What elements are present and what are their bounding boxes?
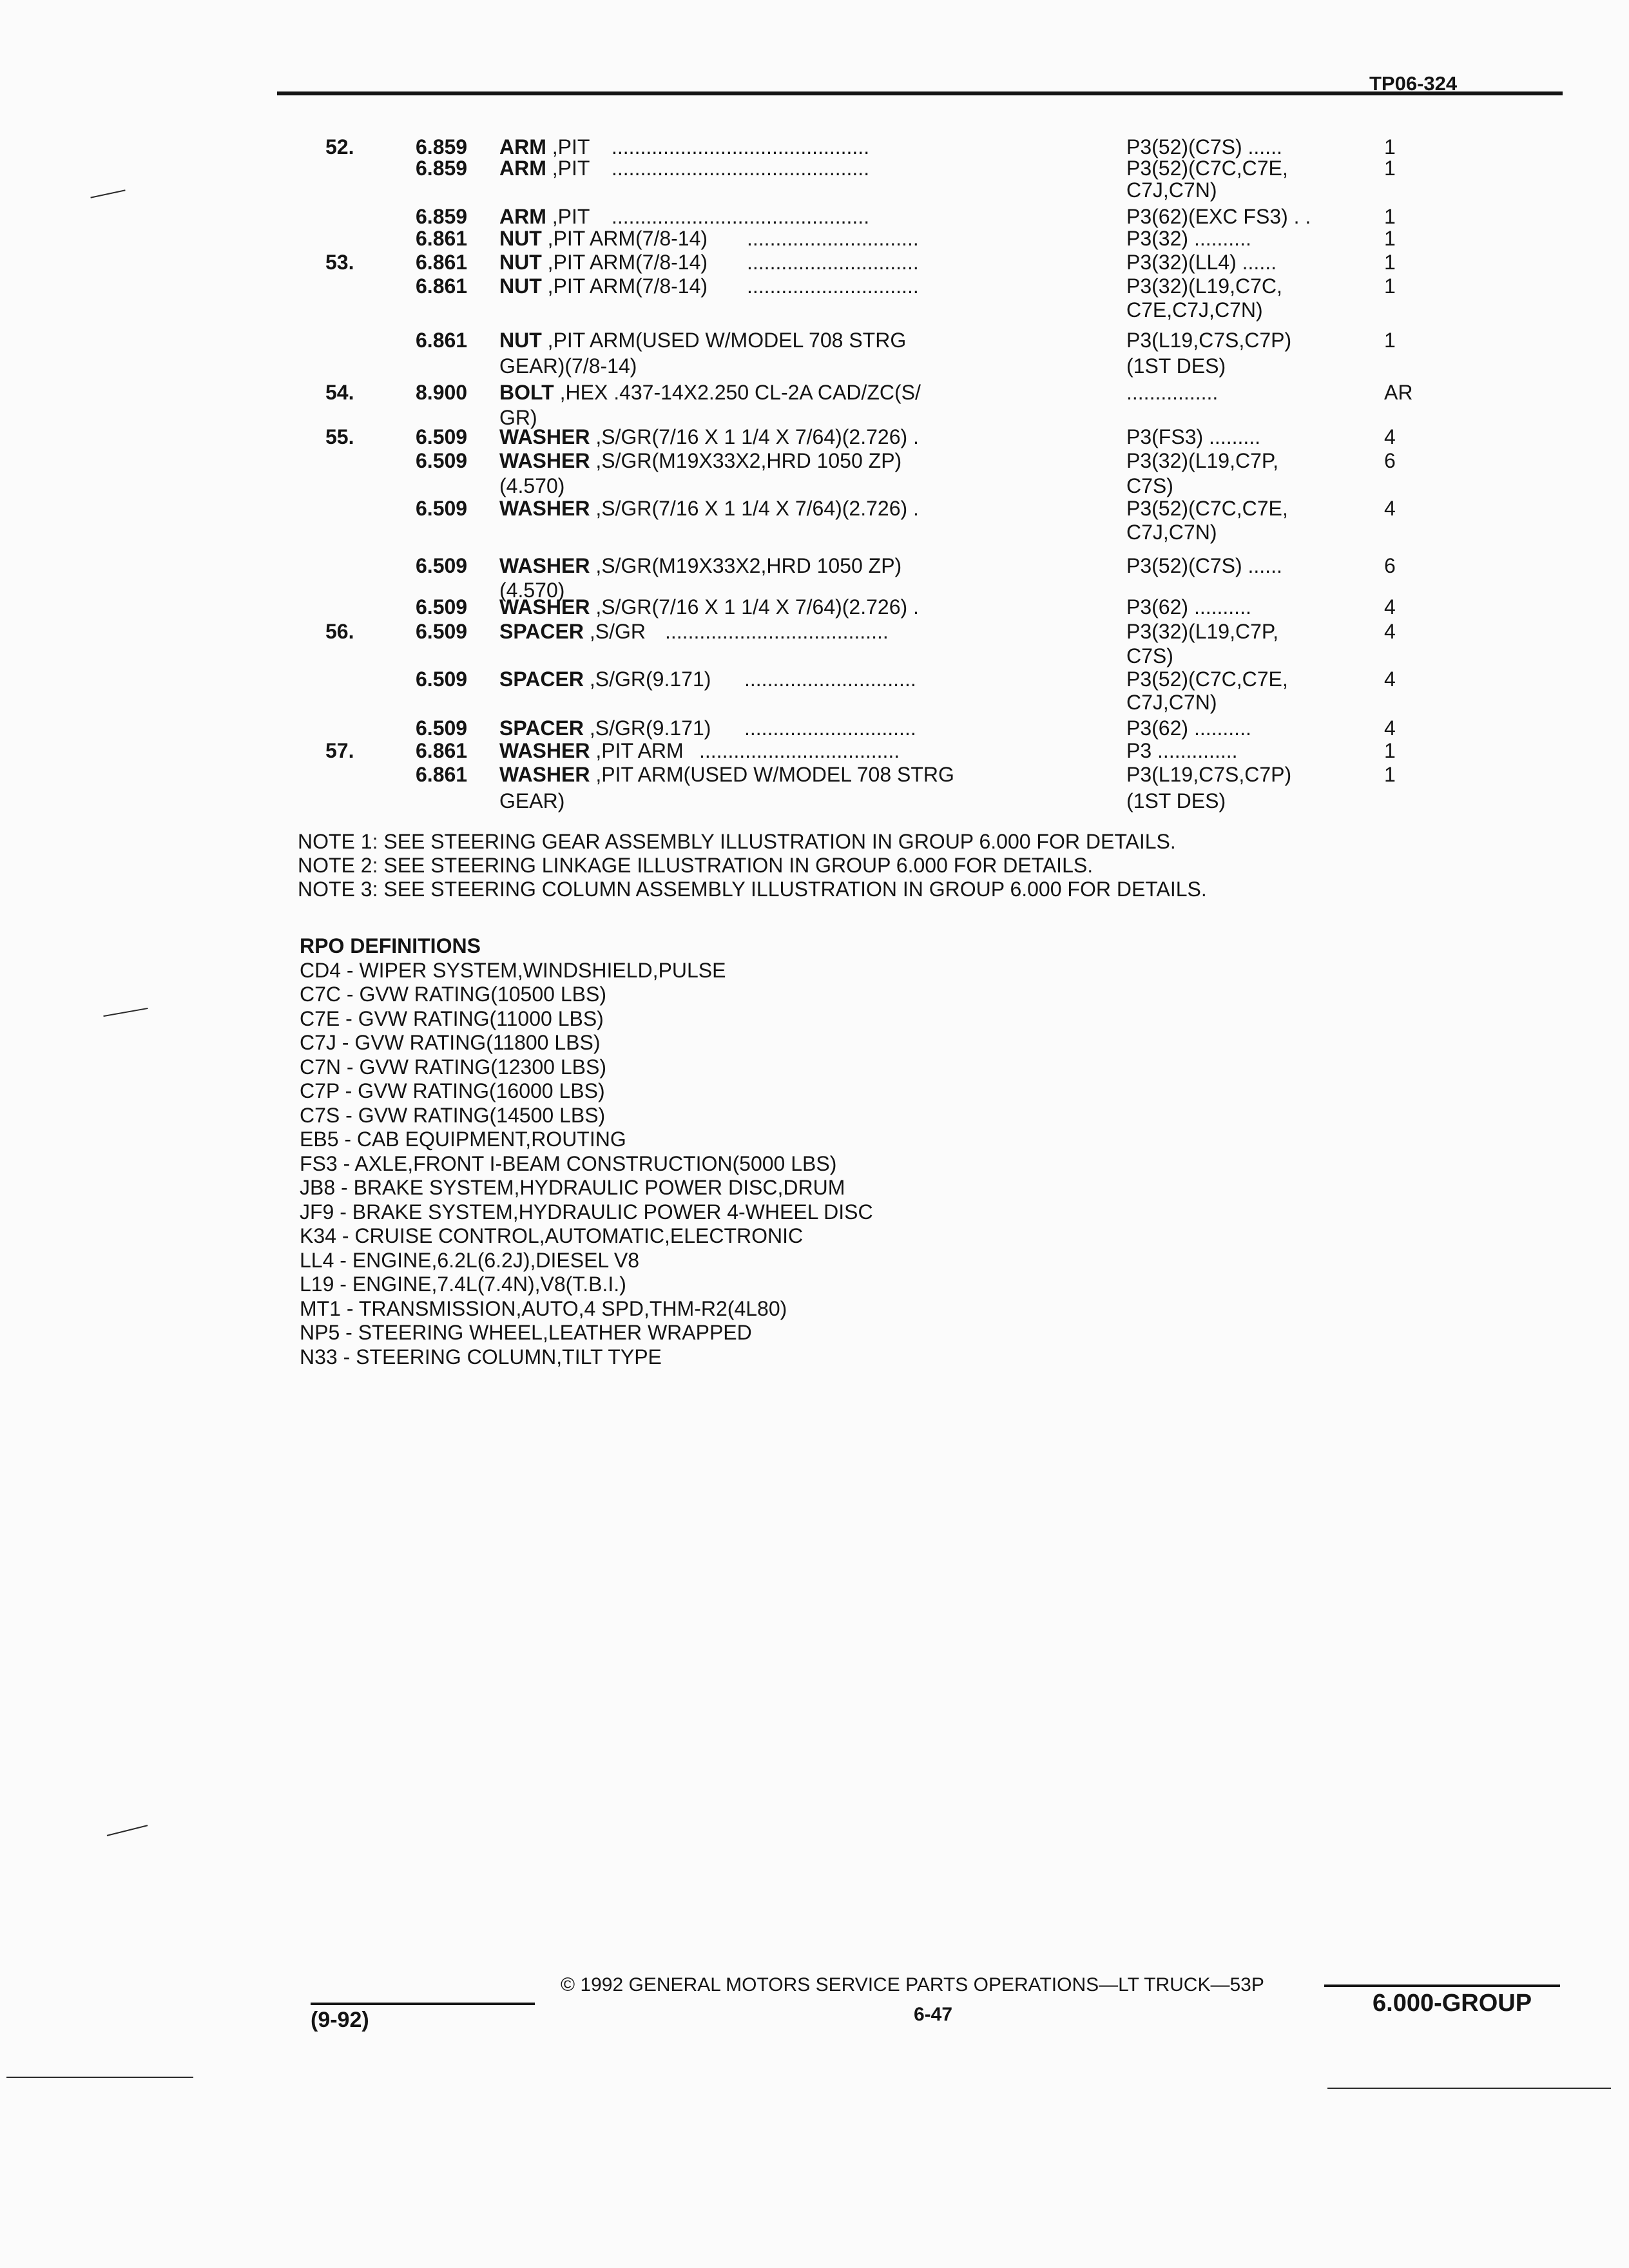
quantity: 1 [1384,251,1396,274]
part-description [499,354,637,378]
part-description [499,449,901,472]
quantity: 4 [1384,497,1396,520]
part-detail: ,PIT [546,135,590,159]
model-applicability: C7S) [1126,474,1173,497]
scan-mark [6,2077,193,2078]
model-applicability: P3(32) .......... [1126,227,1251,250]
model-applicability: (1ST DES) [1126,354,1226,378]
part-name: WASHER [499,739,590,762]
quantity: 4 [1384,425,1396,448]
rpo-item: CD4 - WIPER SYSTEM,WINDSHIELD,PULSE [300,958,726,982]
model-applicability: P3(52)(C7C,C7E, [1126,157,1288,180]
group-number: 6.861 [416,227,468,250]
rpo-list [300,959,873,1370]
part-description [499,554,901,577]
group-number: 6.861 [416,251,468,274]
group-number: 8.900 [416,381,468,404]
part-description [499,620,889,643]
quantity: 1 [1384,329,1396,352]
scan-mark [90,189,125,198]
quantity: 6 [1384,554,1396,577]
part-detail: ,S/GR(M19X33X2,HRD 1050 ZP) [590,449,902,472]
model-applicability: P3(32)(L19,C7P, [1126,449,1278,472]
model-applicability: (1ST DES) [1126,789,1226,812]
footer-date: (9-92) [311,2008,369,2032]
dot-leader: ............................................. [612,135,870,159]
model-applicability: P3(62) .......... [1126,595,1251,619]
model-applicability: C7J,C7N) [1126,178,1217,202]
footer-rule-right [1324,1984,1560,1987]
dot-leader: ....................................... [665,620,889,643]
part-detail: ,PIT ARM(7/8-14) [541,227,708,250]
rpo-item: C7J - GVW RATING(11800 LBS) [300,1031,601,1054]
part-description [499,474,564,497]
part-detail: ,S/GR(7/16 X 1 1/4 X 7/64)(2.726) . [590,497,919,520]
model-applicability: P3 .............. [1126,739,1238,762]
note-line: NOTE 3: SEE STEERING COLUMN ASSEMBLY ILLUSTRATION IN GROUP 6.000 FOR DETAILS. [298,878,1207,901]
part-name: WASHER [499,449,590,472]
part-description [499,227,919,250]
model-applicability: P3(52)(C7S) ...... [1126,135,1282,159]
rpo-item: C7P - GVW RATING(16000 LBS) [300,1079,605,1102]
quantity: 1 [1384,227,1396,250]
part-detail: ,PIT ARM [590,739,684,762]
item-number: 56. [325,620,354,643]
group-number: 6.509 [416,716,468,740]
item-number: 57. [325,739,354,762]
part-detail: GEAR) [499,789,565,812]
model-applicability: C7J,C7N) [1126,691,1217,714]
part-detail: ,S/GR [583,620,646,643]
notes-section [298,830,1207,901]
model-applicability: P3(32)(L19,C7C, [1126,274,1282,298]
part-name: NUT [499,251,542,274]
part-detail: GEAR)(7/8-14) [499,354,637,378]
rpo-item: MT1 - TRANSMISSION,AUTO,4 SPD,THM-R2(4L80) [300,1296,787,1320]
part-name: WASHER [499,425,590,448]
part-name: SPACER [499,668,584,691]
part-description [499,157,870,180]
part-detail: ,PIT [546,157,590,180]
model-applicability: C7J,C7N) [1126,521,1217,544]
footer-rule-left [311,2003,535,2005]
part-name: SPACER [499,716,584,740]
group-number: 6.861 [416,274,468,298]
part-name: WASHER [499,554,590,577]
part-name: NUT [499,274,542,298]
model-applicability: C7S) [1126,644,1173,668]
rpo-item: C7N - GVW RATING(12300 LBS) [300,1055,606,1079]
group-number: 6.859 [416,205,468,228]
footer-group: 6.000-GROUP [1373,1990,1532,2017]
part-description [499,274,919,298]
part-detail: ,PIT ARM(USED W/MODEL 708 STRG [541,329,907,352]
dot-leader: ................................... [699,739,900,762]
part-description [499,329,906,352]
part-detail: (4.570) [499,579,565,602]
part-detail: ,PIT [546,205,590,228]
part-name: ARM [499,135,546,159]
quantity: 4 [1384,595,1396,619]
part-detail: ,S/GR(7/16 X 1 1/4 X 7/64)(2.726) . [590,595,919,619]
dot-leader: .............................. [747,227,919,250]
part-name: WASHER [499,763,590,786]
part-detail: ,S/GR(M19X33X2,HRD 1050 ZP) [590,554,902,577]
part-detail: (4.570) [499,474,565,497]
dot-leader: .............................. [747,251,919,274]
scan-mark [1327,2088,1611,2089]
group-number: 6.859 [416,157,468,180]
item-number: 54. [325,381,354,404]
item-number: 53. [325,251,354,274]
rpo-title: RPO DEFINITIONS [300,934,481,957]
rpo-item: JF9 - BRAKE SYSTEM,HYDRAULIC POWER 4-WHEEL DISC [300,1200,873,1224]
part-name: NUT [499,227,542,250]
quantity: 1 [1384,763,1396,786]
part-description [499,716,916,740]
model-applicability: P3(L19,C7S,C7P) [1126,329,1292,352]
dot-leader: .............................. [744,668,916,691]
part-description [499,668,916,691]
part-detail: ,HEX .437-14X2.250 CL-2A CAD/ZC(S/ [554,381,921,404]
rpo-item: FS3 - AXLE,FRONT I-BEAM CONSTRUCTION(5000 LBS) [300,1151,837,1175]
part-detail: ,S/GR(7/16 X 1 1/4 X 7/64)(2.726) . [590,425,919,448]
quantity: AR [1384,381,1413,404]
dot-leader: ............................................. [612,157,870,180]
part-description [499,425,919,448]
quantity: 6 [1384,449,1396,472]
part-description [499,205,870,228]
part-detail: ,PIT ARM(USED W/MODEL 708 STRG [590,763,954,786]
part-description [499,763,954,786]
model-applicability: ................ [1126,381,1219,404]
group-number: 6.861 [416,763,468,786]
dot-leader: .............................. [744,716,916,740]
rpo-item: C7S - GVW RATING(14500 LBS) [300,1103,606,1127]
scan-mark [107,1825,148,1836]
rpo-item: L19 - ENGINE,7.4L(7.4N),V8(T.B.I.) [300,1273,626,1296]
part-description [499,789,564,812]
group-number: 6.859 [416,135,468,159]
dot-leader: ............................................. [612,205,870,228]
group-number: 6.861 [416,329,468,352]
footer-copyright: © 1992 GENERAL MOTORS SERVICE PARTS OPERATIONS—LT TRUCK—53P [561,1974,1264,1995]
part-name: WASHER [499,497,590,520]
note-line: NOTE 1: SEE STEERING GEAR ASSEMBLY ILLUSTRATION IN GROUP 6.000 FOR DETAILS. [298,830,1176,853]
group-number: 6.509 [416,554,468,577]
part-detail: ,S/GR(9.171) [583,668,711,691]
model-applicability: C7E,C7J,C7N) [1126,298,1263,322]
rpo-item: NP5 - STEERING WHEEL,LEATHER WRAPPED [300,1321,752,1344]
model-applicability: P3(32)(LL4) ...... [1126,251,1277,274]
item-number: 55. [325,425,354,448]
part-detail: ,S/GR(9.171) [583,716,711,740]
group-number: 6.509 [416,425,468,448]
quantity: 4 [1384,668,1396,691]
part-name: ARM [499,157,546,180]
part-name: NUT [499,329,542,352]
part-name: SPACER [499,620,584,643]
group-number: 6.861 [416,739,468,762]
item-number: 52. [325,135,354,159]
rpo-item: K34 - CRUISE CONTROL,AUTOMATIC,ELECTRONIC [300,1224,804,1247]
note-line: NOTE 2: SEE STEERING LINKAGE ILLUSTRATION IN GROUP 6.000 FOR DETAILS. [298,854,1094,877]
part-description [499,251,919,274]
part-description [499,595,919,619]
rpo-definitions [300,934,873,1369]
quantity: 1 [1384,135,1396,159]
model-applicability: P3(62)(EXC FS3) . . [1126,205,1311,228]
part-description [499,135,870,159]
part-detail: ,PIT ARM(7/8-14) [541,274,708,298]
group-number: 6.509 [416,449,468,472]
group-number: 6.509 [416,595,468,619]
quantity: 4 [1384,716,1396,740]
quantity: 1 [1384,274,1396,298]
part-name: BOLT [499,381,554,404]
part-name: ARM [499,205,546,228]
part-detail: ,PIT ARM(7/8-14) [541,251,708,274]
part-name: WASHER [499,595,590,619]
model-applicability: P3(52)(C7C,C7E, [1126,497,1288,520]
rpo-item: C7C - GVW RATING(10500 LBS) [300,983,606,1006]
rpo-item: LL4 - ENGINE,6.2L(6.2J),DIESEL V8 [300,1248,640,1272]
group-number: 6.509 [416,620,468,643]
rpo-item: N33 - STEERING COLUMN,TILT TYPE [300,1345,662,1369]
model-applicability: P3(52)(C7C,C7E, [1126,668,1288,691]
rpo-item: C7E - GVW RATING(11000 LBS) [300,1006,604,1030]
quantity: 4 [1384,620,1396,643]
dot-leader: .............................. [747,274,919,298]
part-description [499,739,900,762]
footer-page-number: 6-47 [914,2004,953,2025]
quantity: 1 [1384,157,1396,180]
quantity: 1 [1384,739,1396,762]
quantity: 1 [1384,205,1396,228]
part-description [499,497,919,520]
part-description [499,381,921,404]
model-applicability: P3(62) .......... [1126,716,1251,740]
rpo-item: EB5 - CAB EQUIPMENT,ROUTING [300,1128,626,1151]
page-code: TP06-324 [1369,72,1458,95]
group-number: 6.509 [416,668,468,691]
model-applicability: P3(32)(L19,C7P, [1126,620,1278,643]
group-number: 6.509 [416,497,468,520]
model-applicability: P3(FS3) ......... [1126,425,1261,448]
model-applicability: P3(L19,C7S,C7P) [1126,763,1292,786]
model-applicability: P3(52)(C7S) ...... [1126,554,1282,577]
rpo-item: JB8 - BRAKE SYSTEM,HYDRAULIC POWER DISC,DRUM [300,1176,845,1199]
scan-mark [103,1008,148,1017]
part-detail: GR) [499,406,537,429]
